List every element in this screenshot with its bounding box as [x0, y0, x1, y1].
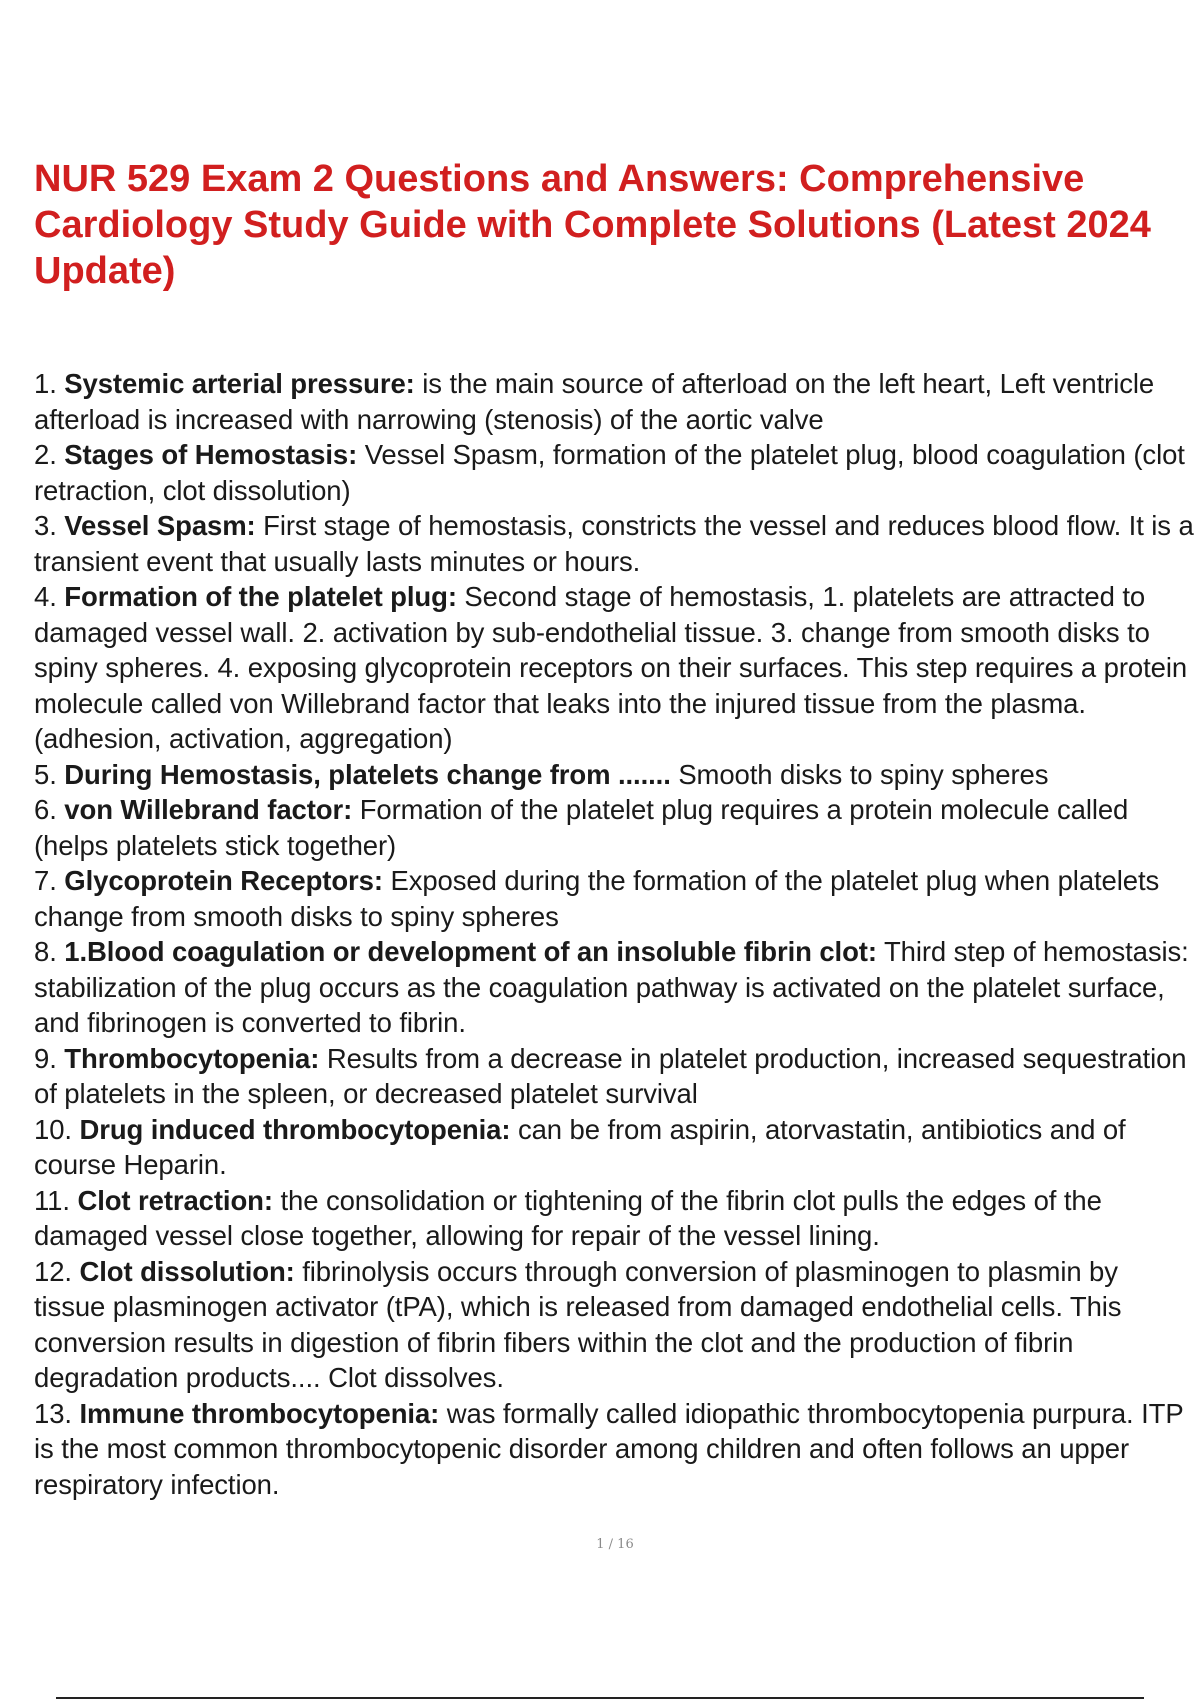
item-term: Stages of Hemostasis:: [64, 439, 358, 470]
item-number: 8.: [34, 936, 57, 967]
list-item: [34, 1183, 1194, 1254]
item-term: 1.Blood coagulation or development of an insoluble fibrin clot:: [64, 936, 877, 967]
item-answer: was formally called idiopathic thrombocytopenia purpura. ITP is the most common thrombocytopenic disorder among children and often follows an upper respiratory infection.: [34, 1397, 1184, 1500]
list-item: [34, 1041, 1194, 1112]
list-item: [34, 1396, 1194, 1503]
item-term: During Hemostasis, platelets change from .......: [64, 758, 671, 790]
item-term: Thrombocytopenia:: [64, 1042, 320, 1074]
list-item: [34, 579, 1194, 757]
footer-divider: [56, 1697, 1144, 1699]
list-item: [34, 437, 1194, 508]
item-number: 5.: [34, 758, 57, 790]
item-answer: fibrinolysis occurs through conversion of plasminogen to plasmin by tissue plasminogen activator (tPA), which is released from damaged endothelial cells. This conversion results in digestion of fibrin fibers within the clot and the production of fibrin degradation products.... Clot dissolves.: [34, 1255, 1122, 1393]
item-number: 4.: [34, 581, 57, 612]
item-number: 10.: [34, 1113, 72, 1145]
item-term: Glycoprotein Receptors:: [64, 865, 383, 896]
list-item: [34, 366, 1194, 437]
item-number: 7.: [34, 865, 57, 896]
list-item: [34, 934, 1194, 1041]
item-number: 13.: [34, 1397, 72, 1429]
document-title: NUR 529 Exam 2 Questions and Answers: Comprehensive Cardiology Study Guide with Complete Solutions (Latest 2024 Update): [34, 158, 1151, 292]
item-term: Formation of the platelet plug:: [64, 581, 457, 612]
item-number: 3.: [34, 510, 57, 541]
item-answer: First stage of hemostasis, constricts the vessel and reduces blood flow. It is a transient event that usually lasts minutes or hours.: [34, 510, 1194, 577]
item-term: Vessel Spasm:: [64, 510, 256, 541]
item-term: Clot dissolution:: [79, 1255, 295, 1287]
item-term: Systemic arterial pressure:: [64, 368, 415, 399]
item-number: 9.: [34, 1042, 57, 1074]
item-answer: Results from a decrease in platelet production, increased sequestration of platelets in the spleen, or decreased platelet survival: [34, 1042, 1187, 1109]
item-answer: Third step of hemostasis: stabilization of the plug occurs as the coagulation pathway is activated on the platelet surface, and fibrinogen is converted to fibrin.: [34, 936, 1189, 1038]
list-item: [34, 757, 1194, 793]
list-item: [34, 1254, 1194, 1396]
item-answer: Smooth disks to spiny spheres: [678, 758, 1049, 790]
list-item: [34, 863, 1194, 934]
page-number: 1 / 16: [596, 1537, 634, 1552]
item-answer: Second stage of hemostasis, 1. platelets are attracted to damaged vessel wall. 2. activation by sub-endothelial tissue. 3. change from smooth disks to spiny spheres. 4. exposing glycoprotein receptors on their surfaces. This step requires a protein molecule called von Willebrand factor that leaks into the injured tissue from the plasma. (adhesion, activation, aggregation): [34, 581, 1188, 754]
question-answer-list: [34, 366, 1194, 1502]
item-answer: Formation of the platelet plug requires a protein molecule called (helps platelets stick together): [34, 794, 1129, 861]
item-answer: Exposed during the formation of the platelet plug when platelets change from smooth disks to spiny spheres: [34, 865, 1160, 932]
item-number: 2.: [34, 439, 57, 470]
list-item: [34, 508, 1194, 579]
item-answer: Vessel Spasm, formation of the platelet plug, blood coagulation (clot retraction, clot dissolution): [34, 439, 1185, 506]
item-number: 1.: [34, 368, 57, 399]
item-number: 6.: [34, 794, 57, 825]
item-answer: can be from aspirin, atorvastatin, antibiotics and of course Heparin.: [34, 1113, 1126, 1180]
item-number: 12.: [34, 1255, 72, 1287]
item-answer: is the main source of afterload on the left heart, Left ventricle afterload is increased with narrowing (stenosis) of the aortic valve: [34, 368, 1155, 435]
item-term: Immune thrombocytopenia:: [79, 1397, 440, 1429]
item-answer: the consolidation or tightening of the fibrin clot pulls the edges of the damaged vessel close together, allowing for repair of the vessel lining.: [34, 1184, 1102, 1251]
list-item: [34, 792, 1194, 863]
item-term: von Willebrand factor:: [64, 794, 353, 825]
list-item: [34, 1112, 1194, 1183]
item-term: Drug induced thrombocytopenia:: [79, 1113, 511, 1145]
item-term: Clot retraction:: [77, 1184, 273, 1216]
item-number: 11.: [34, 1184, 70, 1216]
